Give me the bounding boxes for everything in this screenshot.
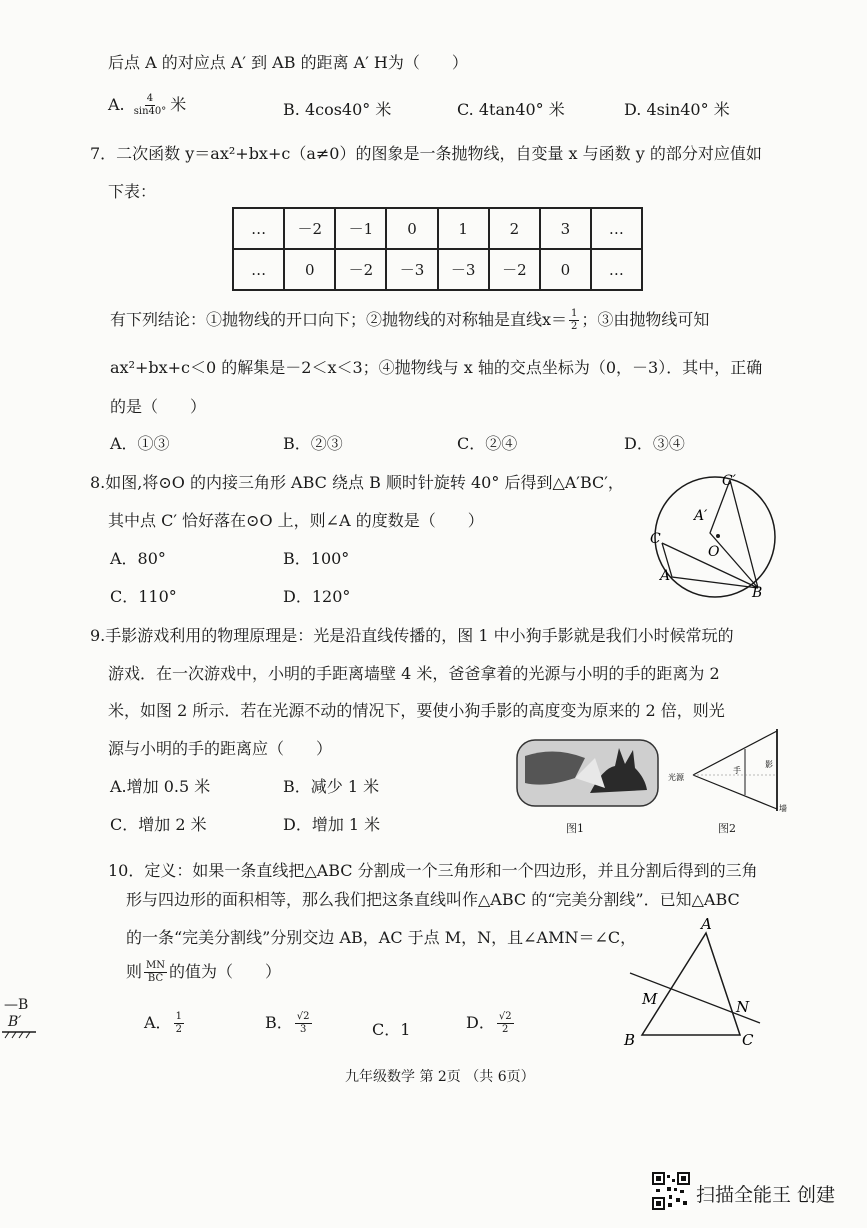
q7-stem-line2: 下表： xyxy=(108,182,157,201)
option-text: 4tan40° 米 xyxy=(478,100,565,119)
triangle-abc xyxy=(642,933,740,1035)
q7-stem-line1: 7．二次函数 y＝ax²+bx+c（a≠0）的图象是一条抛物线，自变量 x 与函数 y 的部分对应值如 xyxy=(90,144,762,163)
page-footer: 九年级数学 第 2页 （共 6页） xyxy=(345,1069,535,1085)
q10-option-a xyxy=(144,1010,186,1036)
table-row xyxy=(233,208,642,249)
label-m: M xyxy=(642,990,658,1008)
q6-continuation-line: 后点 A 的对应点 A′ 到 AB 的距离 A′ H为（ ） xyxy=(108,53,468,72)
q9-light-diagram xyxy=(665,727,790,817)
q8-option-a: A．80° xyxy=(110,549,166,568)
label-light: 光源 xyxy=(668,773,684,782)
label-shadow: 影 xyxy=(765,760,773,769)
table-cell: －2 xyxy=(335,249,386,290)
q8-option-b: B．100° xyxy=(283,549,350,568)
q10-stem-line4 xyxy=(126,959,281,985)
q7-conclusions-line1 xyxy=(110,307,709,333)
fraction xyxy=(295,1011,312,1036)
table-cell: 0 xyxy=(386,208,437,249)
fraction xyxy=(174,1011,184,1036)
label-n: N xyxy=(736,998,750,1016)
q9-fig2-caption: 图2 xyxy=(718,822,736,835)
q9-fig1-caption: 图1 xyxy=(566,822,584,835)
q9-stem-line4: 源与小明的手的距离应（ ） xyxy=(108,739,333,758)
q10-triangle-figure xyxy=(618,915,768,1050)
table-cell: 1 xyxy=(438,208,489,249)
option-text: 1 xyxy=(400,1020,411,1039)
label-c: C xyxy=(650,531,661,547)
margin-mark-b: —B xyxy=(4,997,29,1013)
fraction xyxy=(569,308,579,333)
q7-option-d: D．③④ xyxy=(624,434,685,453)
numerator: √2 xyxy=(296,1011,310,1022)
numerator: 1 xyxy=(175,1011,182,1022)
table-row xyxy=(233,249,642,290)
label-c: C xyxy=(742,1031,754,1049)
table-cell: －2 xyxy=(284,208,335,249)
axis-var: x＝ xyxy=(542,310,568,329)
option-label: B． xyxy=(265,1013,293,1032)
q9-stem-line3: 米，如图 2 所示．若在光源不动的情况下，要使小狗手影的高度变为原来的 2 倍，则光 xyxy=(108,701,725,720)
denominator: 2 xyxy=(571,321,578,332)
denominator: sin40° xyxy=(133,106,167,117)
q7-value-table xyxy=(232,207,643,291)
numerator: √2 xyxy=(498,1011,512,1022)
fraction xyxy=(132,93,169,118)
stem-text: 的值为（ ） xyxy=(169,962,282,981)
denominator: 3 xyxy=(299,1024,307,1035)
table-cell: －2 xyxy=(489,249,540,290)
table-cell: 2 xyxy=(489,208,540,249)
option-text: 4sin40° 米 xyxy=(646,100,730,119)
q9-option-a: A.增加 0.5 米 xyxy=(110,777,211,796)
option-label: C. xyxy=(457,100,474,119)
stem-text: 则 xyxy=(126,962,143,981)
table-cell: －1 xyxy=(335,208,386,249)
table-cell: 0 xyxy=(284,249,335,290)
denominator: BC xyxy=(147,973,164,984)
margin-mark-b-prime: B′ xyxy=(8,1014,22,1030)
ground-hatch-icon xyxy=(2,1031,36,1039)
label-a: A xyxy=(660,568,671,584)
numerator: 1 xyxy=(571,308,578,319)
table-cell: 3 xyxy=(540,208,591,249)
q6-option-a xyxy=(108,92,186,118)
q8-option-c: C．110° xyxy=(110,587,177,606)
label-c-prime: C′ xyxy=(722,473,736,489)
q9-stem-line1: 9.手影游戏利用的物理原理是：光是沿直线传播的，图 1 中小狗手影就是我们小时候常玩的 xyxy=(90,626,734,645)
q10-option-d xyxy=(466,1010,516,1036)
denominator: 2 xyxy=(175,1024,182,1035)
fraction xyxy=(497,1011,514,1036)
conclusion-text: ；③由抛物线可知 xyxy=(581,310,710,329)
unit: 米 xyxy=(170,95,187,114)
numerator: 4 xyxy=(146,93,154,104)
option-label: D. xyxy=(624,100,642,119)
q7-option-c: C．②④ xyxy=(457,434,518,453)
q9-option-b: B．减少 1 米 xyxy=(283,777,380,796)
denominator: 2 xyxy=(502,1024,509,1035)
fraction xyxy=(144,960,167,985)
option-label: A. xyxy=(108,95,125,114)
table-cell: … xyxy=(233,208,284,249)
label-wall: 墙 xyxy=(779,804,787,813)
table-cell: －3 xyxy=(438,249,489,290)
q6-option-b xyxy=(283,97,391,120)
table-cell: … xyxy=(233,249,284,290)
numerator: MN xyxy=(146,960,166,971)
q6-option-d xyxy=(624,97,730,120)
option-label: D． xyxy=(466,1013,495,1032)
label-a: A xyxy=(701,915,712,933)
label-a-prime: A′ xyxy=(694,508,708,524)
label-b: B xyxy=(752,585,763,601)
label-hand: 手 xyxy=(733,766,741,775)
q9-option-d: D．增加 1 米 xyxy=(283,815,381,834)
circle-o xyxy=(655,477,775,597)
q10-stem-line1: 10．定义：如果一条直线把△ABC 分割成一个三角形和一个四边形，并且分割后得到的三角 xyxy=(108,861,758,880)
table-cell: … xyxy=(591,249,642,290)
q10-stem-line2: 形与四边形的面积相等，那么我们把这条直线叫作△ABC 的“完美分割线”．已知△ABC xyxy=(126,890,740,909)
q8-stem-line2: 其中点 C′ 恰好落在⊙O 上，则∠A 的度数是（ ） xyxy=(108,511,484,530)
q7-conclusions-line3: 的是（ ） xyxy=(110,397,207,416)
q9-stem-line2: 游戏．在一次游戏中，小明的手距离墙壁 4 米，爸爸拿着的光源与小明的手的距离为 2 xyxy=(108,664,720,683)
conclusion-text: 有下列结论：①抛物线的开口向下；②抛物线的对称轴是直线 xyxy=(110,310,543,329)
q8-option-d: D．120° xyxy=(283,587,351,606)
option-text: 4cos40° 米 xyxy=(304,100,392,119)
scanner-watermark: 扫描全能王 创建 xyxy=(696,1184,836,1206)
q8-stem-line1: 8.如图,将⊙O 的内接三角形 ABC 绕点 B 顺时针旋转 40° 后得到△A′BC′， xyxy=(90,473,624,492)
table-cell: … xyxy=(591,208,642,249)
table-cell: －3 xyxy=(386,249,437,290)
qr-code-icon xyxy=(652,1172,690,1210)
label-o: O xyxy=(708,544,720,560)
triangle-a-prime-bc-prime xyxy=(710,480,758,588)
option-label: C． xyxy=(372,1020,401,1039)
center-point-o xyxy=(716,534,720,538)
option-label: B. xyxy=(283,100,300,119)
q7-option-b: B．②③ xyxy=(283,434,343,453)
q9-option-c: C．增加 2 米 xyxy=(110,815,207,834)
option-label: A． xyxy=(144,1013,172,1032)
q7-option-a: A．①③ xyxy=(110,434,170,453)
q10-option-c xyxy=(372,1017,410,1040)
ray-bottom xyxy=(693,775,777,809)
q8-circle-figure xyxy=(640,465,790,605)
q10-option-b xyxy=(265,1010,314,1036)
q10-stem-line3: 的一条“完美分割线”分别交边 AB，AC 于点 M，N，且∠AMN＝∠C， xyxy=(126,928,637,947)
q9-hand-shadow-image xyxy=(515,738,660,808)
q6-option-c xyxy=(457,97,565,120)
label-b: B xyxy=(624,1031,636,1049)
table-cell: 0 xyxy=(540,249,591,290)
q7-conclusions-line2: ax²+bx+c＜0 的解集是－2＜x＜3；④抛物线与 x 轴的交点坐标为（0，－3）．其中，正确 xyxy=(110,358,763,377)
